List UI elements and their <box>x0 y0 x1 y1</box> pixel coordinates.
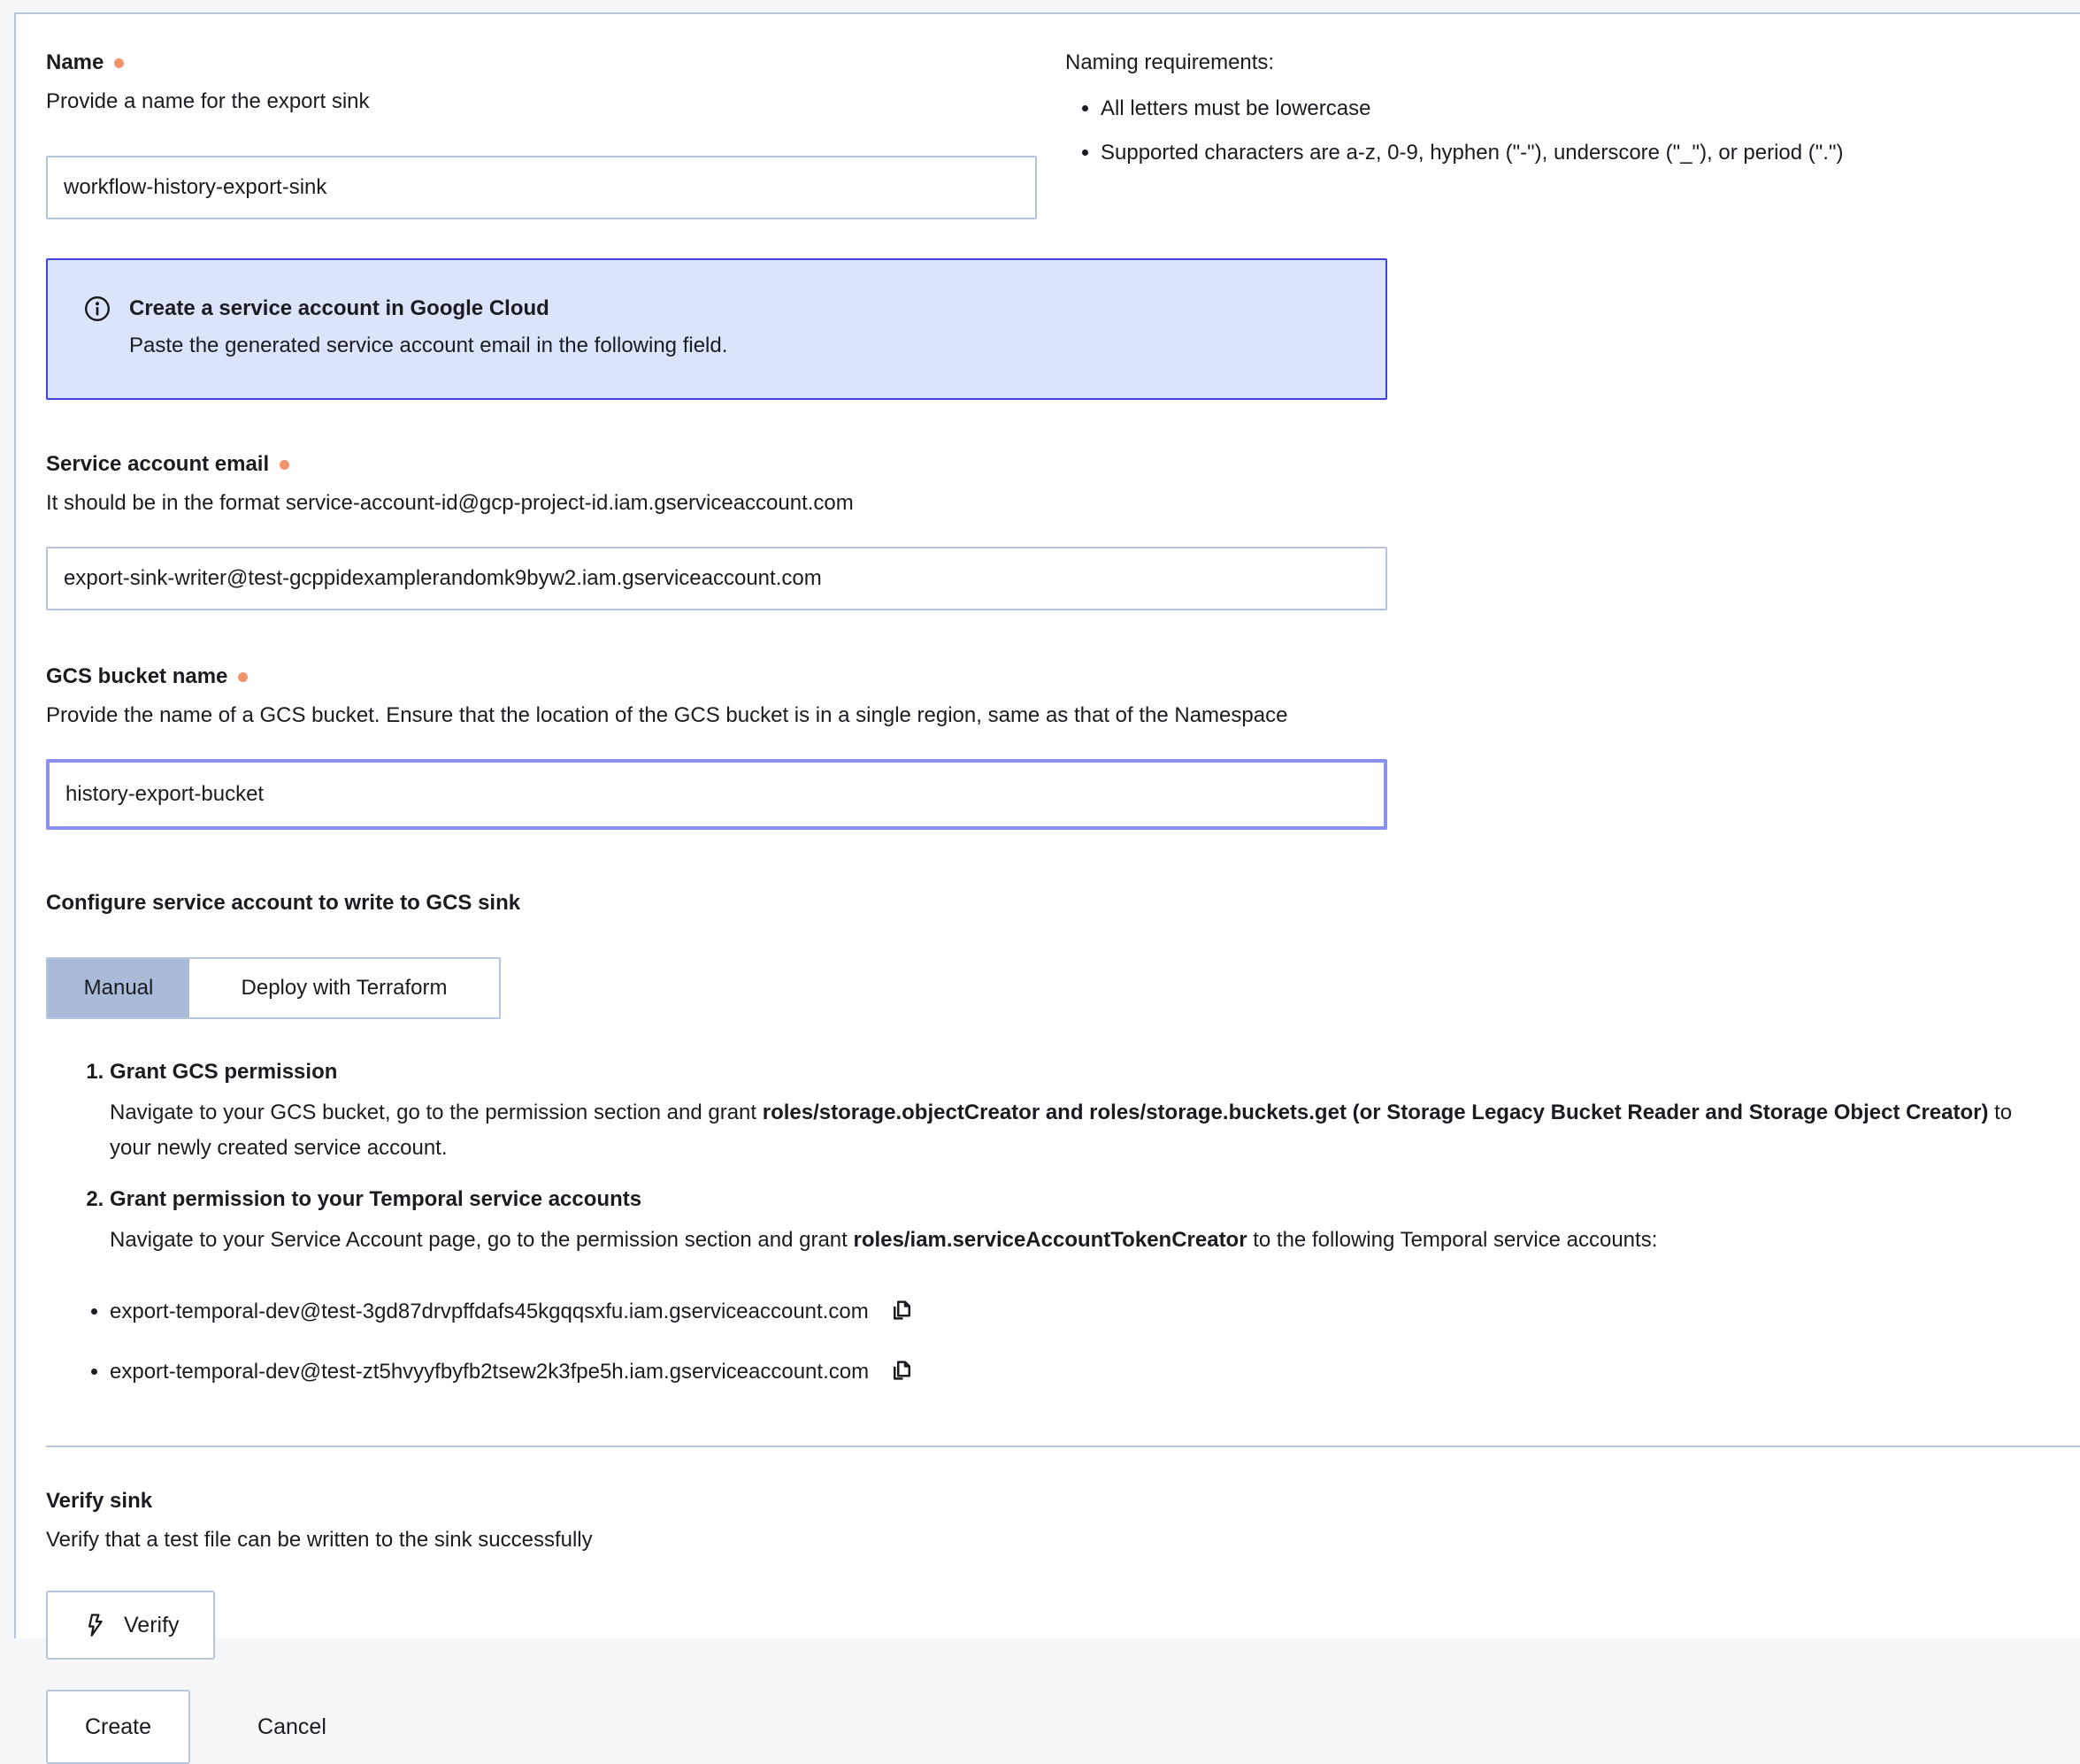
gcs-bucket-label-text: GCS bucket name <box>46 660 227 694</box>
name-label <box>46 46 1037 80</box>
step-grant-gcs-permission <box>110 1055 2045 1166</box>
step-title: Grant GCS permission <box>110 1060 337 1084</box>
name-input[interactable] <box>46 156 1037 219</box>
temporal-service-accounts-list <box>46 1293 2055 1391</box>
service-account-item <box>110 1293 2055 1331</box>
service-account-item <box>110 1354 2055 1391</box>
service-account-email-input[interactable] <box>46 547 1387 610</box>
info-circle-icon <box>83 295 111 372</box>
step-body <box>110 1095 2045 1166</box>
tab-terraform-label: Deploy with Terraform <box>242 976 448 1001</box>
required-dot-icon <box>114 58 124 68</box>
configure-section-title: Configure service account to write to GCS sink <box>46 886 2055 920</box>
copy-icon[interactable] <box>888 1297 915 1323</box>
service-account-info-banner <box>46 258 1387 400</box>
step-text-bold: roles/storage.objectCreator and roles/storage.buckets.get (or Storage Legacy Bucket Reader and Storage Object Creator) <box>763 1101 1989 1124</box>
step-grant-temporal-permission <box>110 1182 2045 1258</box>
required-dot-icon <box>280 460 289 470</box>
naming-requirements <box>1065 46 2055 219</box>
cancel-button[interactable]: Cancel <box>249 1690 335 1764</box>
info-banner-description: Paste the generated service account email in the following field. <box>129 328 727 364</box>
service-account-email-description: It should be in the format service-account-id@gcp-project-id.iam.gserviceaccount.com <box>46 487 2055 520</box>
gcs-bucket-label <box>46 660 2055 694</box>
required-dot-icon <box>238 672 248 682</box>
step-title: Grant permission to your Temporal service accounts <box>110 1187 641 1211</box>
gcs-bucket-group <box>46 660 2055 830</box>
gcs-bucket-input[interactable] <box>46 759 1387 830</box>
naming-requirement-item: • All letters must be lowercase <box>1101 92 2055 126</box>
step-text: Navigate to your Service Account page, go to the permission section and grant <box>110 1228 854 1252</box>
configure-tabs <box>46 957 501 1019</box>
service-account-email: export-temporal-dev@test-zt5hvyyfbyfb2tsew2k3fpe5h.iam.gserviceaccount.com <box>110 1360 869 1384</box>
tab-manual[interactable] <box>48 959 189 1017</box>
copy-icon[interactable] <box>888 1357 915 1384</box>
info-banner-text <box>129 292 727 372</box>
tab-manual-label: Manual <box>84 976 154 1001</box>
section-divider <box>46 1446 2080 1447</box>
tab-deploy-with-terraform[interactable] <box>189 959 499 1017</box>
info-banner-title: Create a service account in Google Cloud <box>129 292 727 326</box>
form-footer <box>46 1690 2055 1764</box>
gcs-bucket-description: Provide the name of a GCS bucket. Ensure that the location of the GCS bucket is in a single region, same as that of the Namespace <box>46 699 2055 732</box>
service-account-email-label <box>46 448 2055 481</box>
verify-sink-description: Verify that a test file can be written to the sink successfully <box>46 1523 2055 1557</box>
step-text-bold: roles/iam.serviceAccountTokenCreator <box>854 1228 1247 1252</box>
service-account-email-label-text: Service account email <box>46 448 269 481</box>
create-button[interactable]: Create <box>46 1690 190 1764</box>
name-field-group <box>46 46 1037 219</box>
verify-button[interactable] <box>46 1591 215 1660</box>
verify-sink-section <box>46 1484 2055 1660</box>
name-label-text: Name <box>46 46 104 80</box>
name-and-requirements-row <box>46 46 2055 219</box>
step-body <box>110 1223 2045 1258</box>
step-text: to your newly created service account. <box>110 1101 2012 1160</box>
verify-sink-title: Verify sink <box>46 1484 2055 1518</box>
lightning-bolt-icon <box>81 1612 108 1638</box>
naming-requirements-title: Naming requirements: <box>1065 46 2055 80</box>
export-sink-form <box>14 12 2080 1638</box>
naming-requirements-list <box>1065 92 2055 170</box>
step-text: Navigate to your GCS bucket, go to the permission section and grant <box>110 1101 763 1124</box>
manual-steps-list <box>46 1055 2045 1258</box>
name-description: Provide a name for the export sink <box>46 85 1037 119</box>
naming-requirement-item: • Supported characters are a-z, 0-9, hyphen ("-"), underscore ("_"), or period (".") <box>1101 136 2055 170</box>
verify-button-label: Verify <box>124 1613 180 1638</box>
service-account-email: export-temporal-dev@test-3gd87drvpffdafs45kgqqsxfu.iam.gserviceaccount.com <box>110 1300 869 1323</box>
step-text: to the following Temporal service accounts: <box>1247 1228 1658 1252</box>
service-account-email-group <box>46 448 2055 610</box>
